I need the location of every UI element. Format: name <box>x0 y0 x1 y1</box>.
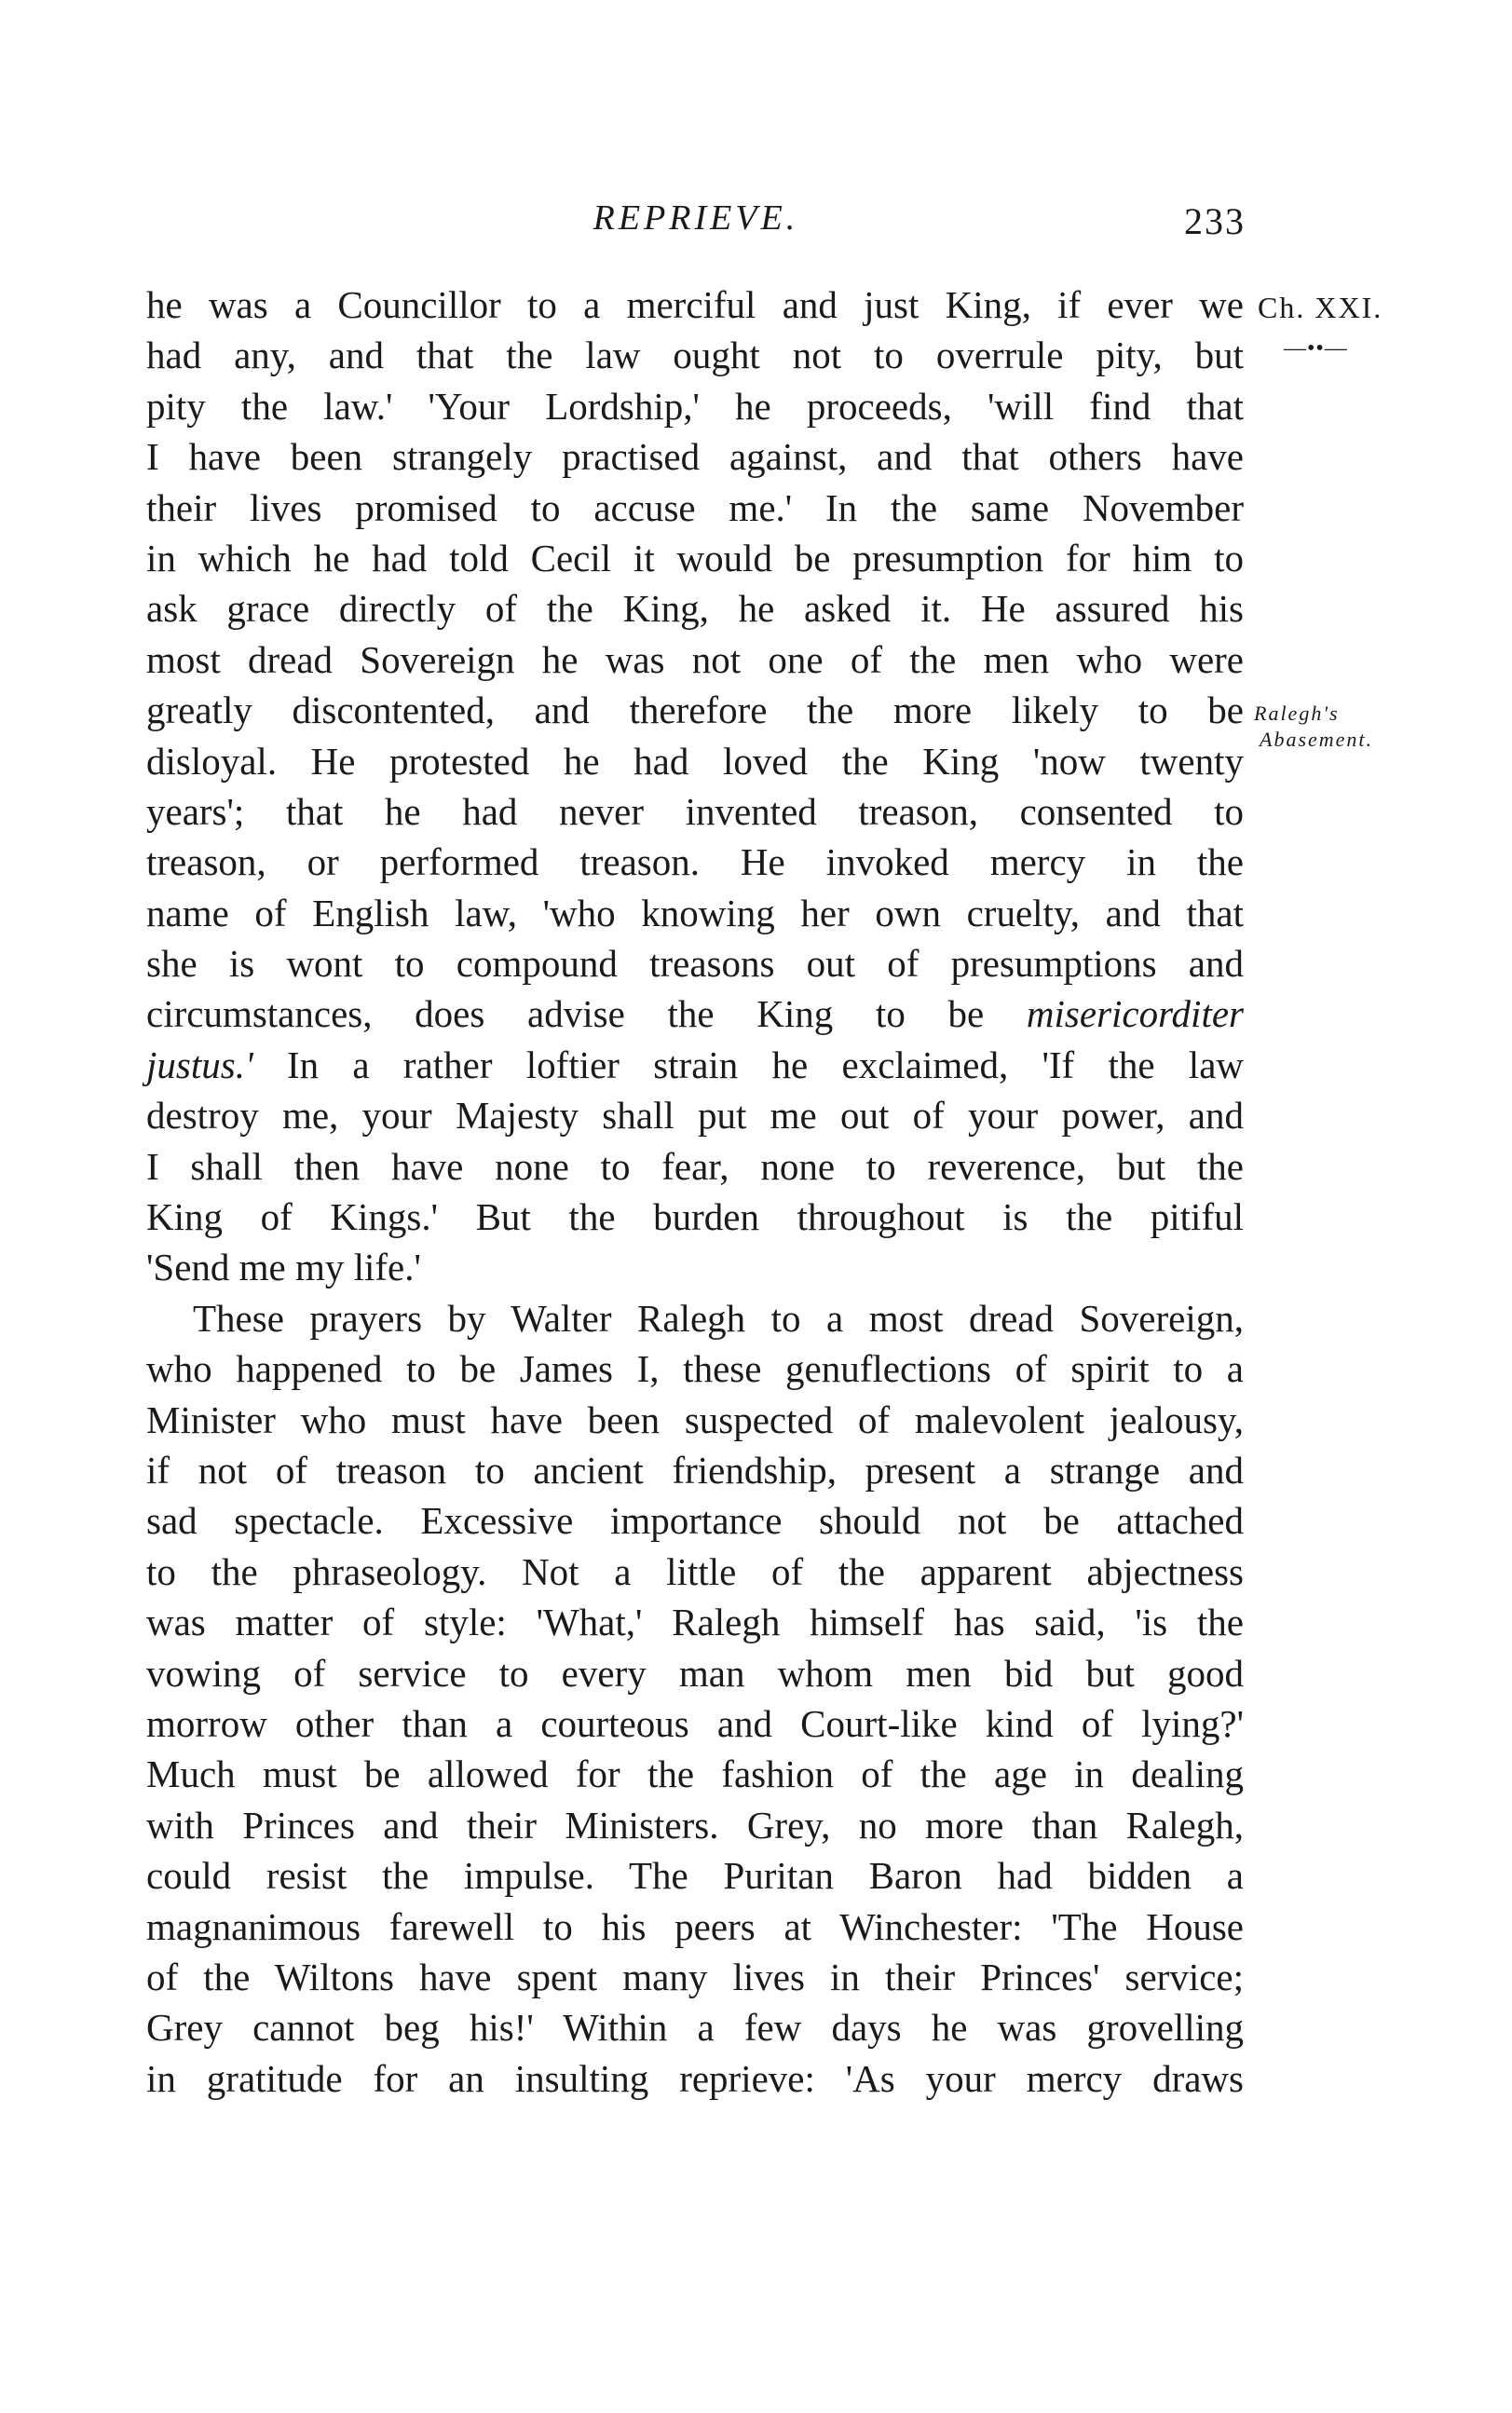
text-line: name of English law, 'who knowing her own cruelty, and that <box>146 891 1244 934</box>
text-line: ask grace directly of the King, he asked it. He assured his <box>146 587 1244 631</box>
text-line: morrow other than a courteous and Court-like kind of lying?' <box>146 1701 1244 1745</box>
text-segment: In a rather loftier strain he exclaimed, 'If the law <box>287 1043 1245 1086</box>
marginal-note-line: Abasement. <box>1260 728 1374 751</box>
text-line: who happened to be James I, these genuflections of spirit to a <box>146 1347 1244 1391</box>
text-line: had any, and that the law ought not to overrule pity, but <box>146 334 1244 377</box>
text-line: could resist the impulse. The Puritan Baron had bidden a <box>146 1854 1244 1898</box>
text-line: Much must be allowed for the fashion of the age in dealing <box>146 1752 1244 1796</box>
text-line: in gratitude for an insulting reprieve: 'As your mercy draws <box>146 2056 1244 2100</box>
ornament-divider: —••— <box>1284 336 1348 361</box>
italic-phrase: misericorditer <box>1026 992 1244 1036</box>
text-line: their lives promised to accuse me.' In the same November <box>146 485 1244 529</box>
text-line: pity the law.' 'Your Lordship,' he proceeds, 'will find that <box>146 384 1244 428</box>
body-text <box>146 279 1244 2104</box>
marginal-note-line: Ralegh's <box>1254 702 1340 725</box>
paragraph-start-line: These prayers by Walter Ralegh to a most dread Sovereign, <box>193 1296 1244 1340</box>
text-line: if not of treason to ancient friendship, present a strange and <box>146 1448 1244 1492</box>
running-title: REPRIEVE. <box>593 198 799 238</box>
text-line-mixed <box>146 1040 1244 1090</box>
text-line-mixed <box>146 988 1244 1039</box>
text-line: I shall then have none to fear, none to reverence, but the <box>146 1144 1244 1188</box>
text-line: he was a Councillor to a merciful and just King, if ever we <box>146 283 1244 326</box>
text-segment: circumstances, does advise the King to be <box>146 992 985 1036</box>
italic-phrase: justus.' <box>146 1043 253 1086</box>
text-line: magnanimous farewell to his peers at Winchester: 'The House <box>146 1904 1244 1948</box>
page-number: 233 <box>1184 200 1246 242</box>
text-line: most dread Sovereign he was not one of the men who were <box>146 637 1244 681</box>
text-line: of the Wiltons have spent many lives in their Princes' service; <box>146 1955 1244 1998</box>
text-line: vowing of service to every man whom men bid but good <box>146 1651 1244 1695</box>
text-line: with Princes and their Ministers. Grey, no more than Ralegh, <box>146 1803 1244 1847</box>
text-line: Grey cannot beg his!' Within a few days he was grovelling <box>146 2006 1244 2050</box>
running-head <box>146 198 1246 253</box>
text-line: I have been strangely practised against, and that others have <box>146 435 1244 479</box>
text-line: 'Send me my life.' <box>146 1246 421 1289</box>
text-line: treason, or performed treason. He invoked mercy in the <box>146 840 1244 884</box>
text-line: destroy me, your Majesty shall put me out of your power, and <box>146 1094 1244 1138</box>
text-line: she is wont to compound treasons out of presumptions and <box>146 942 1244 986</box>
text-line: greatly discontented, and therefore the more likely to be <box>146 688 1244 732</box>
text-line: years'; that he had never invented treason, consented to <box>146 789 1244 833</box>
text-line: sad spectacle. Excessive importance should not be attached <box>146 1499 1244 1543</box>
text-line: King of Kings.' But the burden throughout is the pitiful <box>146 1195 1244 1239</box>
marginal-note <box>1254 701 1373 753</box>
text-line: to the phraseology. Not a little of the apparent abjectness <box>146 1549 1244 1593</box>
text-line: Minister who must have been suspected of malevolent jealousy, <box>146 1397 1244 1441</box>
text-line: disloyal. He protested he had loved the King 'now twenty <box>146 739 1244 783</box>
chapter-marker: Ch. XXI. <box>1258 291 1383 324</box>
text-line: in which he had told Cecil it would be presumption for him to <box>146 536 1244 579</box>
text-line: was matter of style: 'What,' Ralegh himself has said, 'is the <box>146 1601 1244 1644</box>
